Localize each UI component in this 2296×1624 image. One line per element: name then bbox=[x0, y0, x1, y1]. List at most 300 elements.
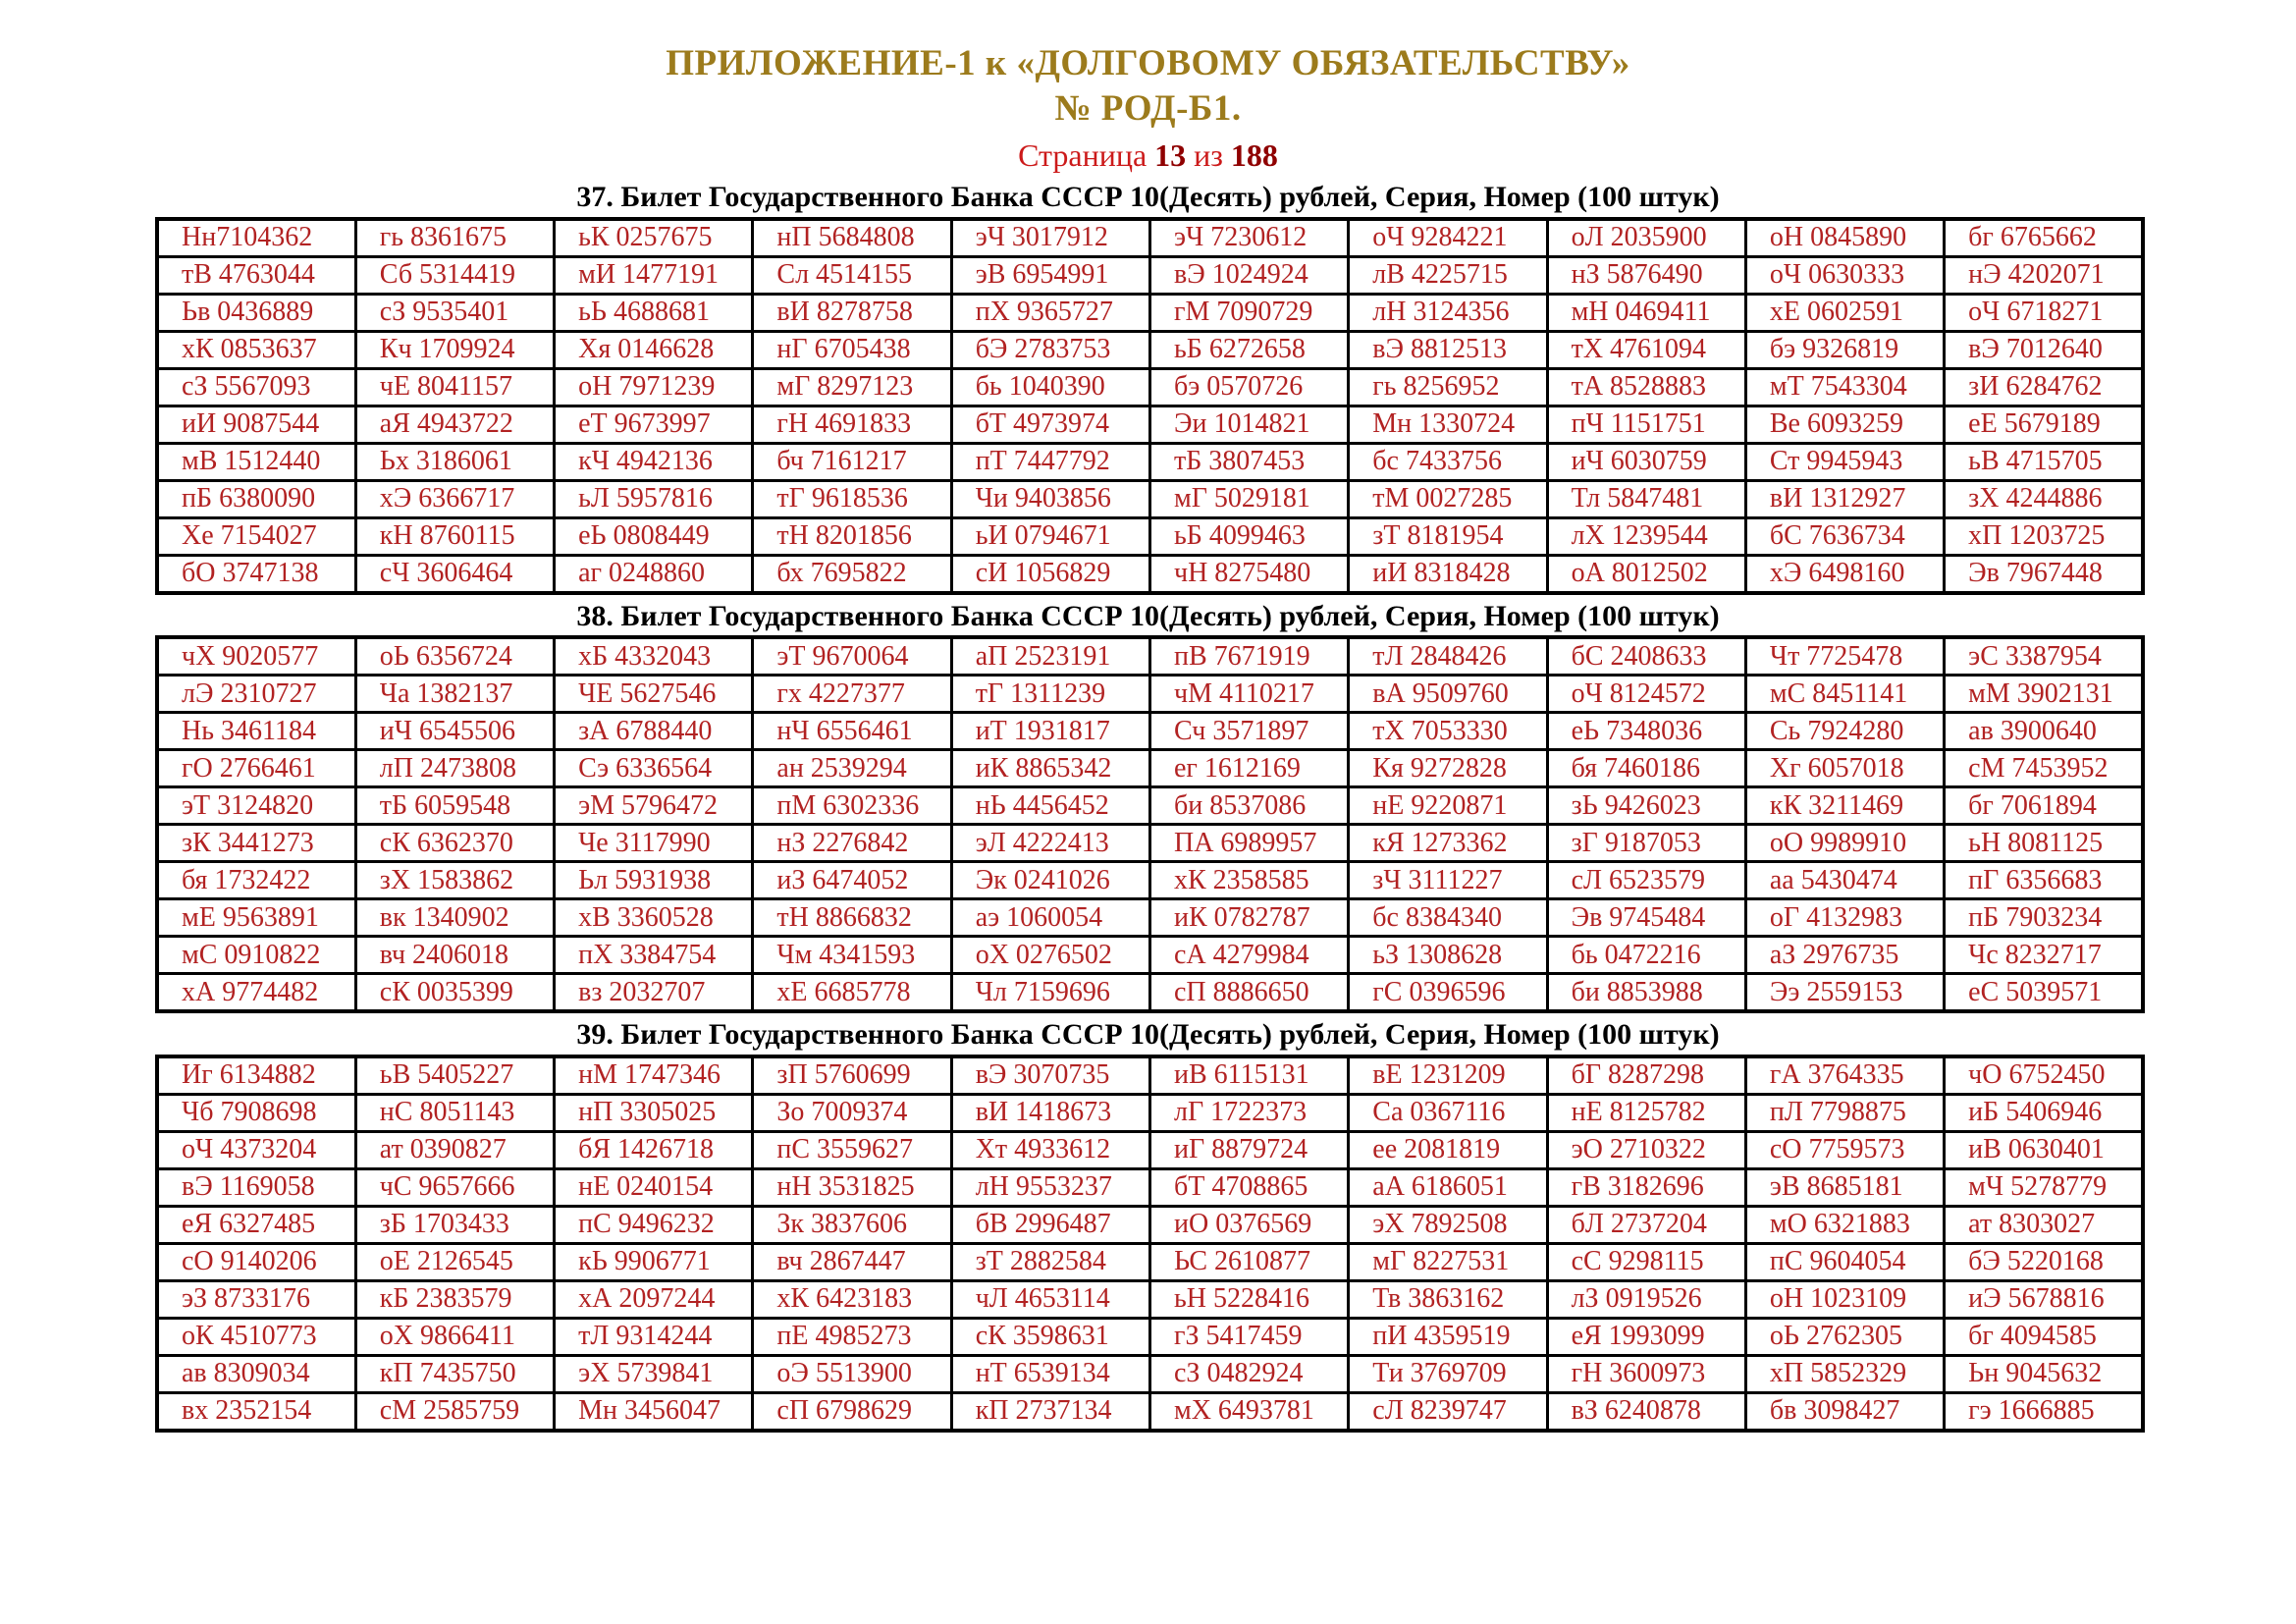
serial-cell: тЛ 9314244 bbox=[555, 1318, 753, 1355]
serial-cell: иЧ 6545506 bbox=[355, 713, 554, 750]
serial-cell: бг 7061894 bbox=[1945, 787, 2143, 825]
serial-cell: Хе 7154027 bbox=[157, 517, 355, 555]
serial-cell: лВ 4225715 bbox=[1349, 256, 1547, 294]
serial-cell: аа 5430474 bbox=[1745, 862, 1944, 899]
serial-cell: бя 7460186 bbox=[1547, 750, 1745, 787]
serial-cell: мЧ 5278779 bbox=[1945, 1168, 2143, 1206]
serial-cell: ат 8303027 bbox=[1945, 1206, 2143, 1243]
serial-cell: зХ 1583862 bbox=[355, 862, 554, 899]
serial-cell: ат 0390827 bbox=[355, 1131, 554, 1168]
serial-cell: сЛ 6523579 bbox=[1547, 862, 1745, 899]
serial-cell: хП 1203725 bbox=[1945, 517, 2143, 555]
serial-cell: сК 3598631 bbox=[951, 1318, 1149, 1355]
serial-cell: пХ 9365727 bbox=[951, 294, 1149, 331]
page-word: Страница bbox=[1018, 136, 1148, 173]
serial-cell: Кя 9272828 bbox=[1349, 750, 1547, 787]
serial-cell: бТ 4973974 bbox=[951, 406, 1149, 443]
serial-cell: бТ 4708865 bbox=[1149, 1168, 1348, 1206]
serial-cell: эО 2710322 bbox=[1547, 1131, 1745, 1168]
serial-cell: ьВ 5405227 bbox=[355, 1056, 554, 1095]
serial-cell: би 8537086 bbox=[1149, 787, 1348, 825]
serial-cell: ьЛ 5957816 bbox=[555, 480, 753, 517]
serials-table-2 bbox=[155, 635, 2145, 1013]
table-row bbox=[157, 637, 2143, 676]
serial-cell: вч 2406018 bbox=[355, 937, 554, 974]
serial-cell: эЧ 7230612 bbox=[1149, 219, 1348, 257]
table-row bbox=[157, 1131, 2143, 1168]
serial-cell: бг 4094585 bbox=[1945, 1318, 2143, 1355]
serial-cell: иВ 6115131 bbox=[1149, 1056, 1348, 1095]
serials-table-1 bbox=[155, 217, 2145, 595]
table-row bbox=[157, 1355, 2143, 1392]
serial-cell: Чт 7725478 bbox=[1745, 637, 1944, 676]
table-row bbox=[157, 331, 2143, 368]
serial-cell: нГ 6705438 bbox=[753, 331, 951, 368]
serial-cell: тХ 4761094 bbox=[1547, 331, 1745, 368]
serial-cell: Ьл 5931938 bbox=[555, 862, 753, 899]
serial-cell: нЬ 4456452 bbox=[951, 787, 1149, 825]
serial-cell: бГ 8287298 bbox=[1547, 1056, 1745, 1095]
serial-cell: Нн7104362 bbox=[157, 219, 355, 257]
serial-cell: еТ 9673997 bbox=[555, 406, 753, 443]
serial-cell: пС 9604054 bbox=[1745, 1243, 1944, 1280]
serial-cell: вЭ 8812513 bbox=[1349, 331, 1547, 368]
serial-cell: зБ 1703433 bbox=[355, 1206, 554, 1243]
serial-cell: чЕ 8041157 bbox=[355, 368, 554, 406]
serial-cell: гМ 7090729 bbox=[1149, 294, 1348, 331]
table-title-2: 38. Билет Государственного Банка СССР 10(Десять) рублей, Серия, Номер (100 штук) bbox=[576, 599, 1720, 632]
serial-cell: кН 8760115 bbox=[355, 517, 554, 555]
serial-cell: эС 3387954 bbox=[1945, 637, 2143, 676]
serial-cell: зТ 8181954 bbox=[1349, 517, 1547, 555]
serial-cell: сП 8886650 bbox=[1149, 974, 1348, 1012]
serial-cell: вЭ 7012640 bbox=[1945, 331, 2143, 368]
serial-cell: зЧ 3111227 bbox=[1349, 862, 1547, 899]
serial-cell: оЕ 2126545 bbox=[355, 1243, 554, 1280]
serial-cell: гэ 1666885 bbox=[1945, 1392, 2143, 1431]
serial-cell: еЬ 0808449 bbox=[555, 517, 753, 555]
serial-cell: вА 9509760 bbox=[1349, 676, 1547, 713]
table-row bbox=[157, 219, 2143, 257]
serial-cell: лЭ 2310727 bbox=[157, 676, 355, 713]
serial-cell: сО 9140206 bbox=[157, 1243, 355, 1280]
serial-cell: иЧ 6030759 bbox=[1547, 443, 1745, 480]
serial-cell: эЛ 4222413 bbox=[951, 825, 1149, 862]
serial-cell: эТ 9670064 bbox=[753, 637, 951, 676]
serial-cell: оН 1023109 bbox=[1745, 1280, 1944, 1318]
table-row bbox=[157, 787, 2143, 825]
serial-cell: иВ 0630401 bbox=[1945, 1131, 2143, 1168]
serial-cell: хП 5852329 bbox=[1745, 1355, 1944, 1392]
serial-cell: нЗ 5876490 bbox=[1547, 256, 1745, 294]
serial-cell: оЧ 8124572 bbox=[1547, 676, 1745, 713]
serial-cell: кБ 2383579 bbox=[355, 1280, 554, 1318]
serial-cell: вЭ 3070735 bbox=[951, 1056, 1149, 1095]
serial-cell: зК 3441273 bbox=[157, 825, 355, 862]
serial-cell: ав 3900640 bbox=[1945, 713, 2143, 750]
serial-cell: гН 3600973 bbox=[1547, 1355, 1745, 1392]
serial-cell: гь 8256952 bbox=[1349, 368, 1547, 406]
serial-cell: гС 0396596 bbox=[1349, 974, 1547, 1012]
serial-cell: тХ 7053330 bbox=[1349, 713, 1547, 750]
table-row bbox=[157, 406, 2143, 443]
table-row bbox=[157, 750, 2143, 787]
serial-cell: Са 0367116 bbox=[1349, 1094, 1547, 1131]
serial-cell: ьН 8081125 bbox=[1945, 825, 2143, 862]
serial-cell: ав 8309034 bbox=[157, 1355, 355, 1392]
serial-cell: Зо 7009374 bbox=[753, 1094, 951, 1131]
page-indicator bbox=[0, 135, 2296, 177]
serial-cell: тА 8528883 bbox=[1547, 368, 1745, 406]
serial-cell: оЬ 6356724 bbox=[355, 637, 554, 676]
serial-cell: гЗ 5417459 bbox=[1149, 1318, 1348, 1355]
table-row bbox=[157, 480, 2143, 517]
serial-cell: вЭ 1024924 bbox=[1149, 256, 1348, 294]
serial-cell: пМ 6302336 bbox=[753, 787, 951, 825]
serial-cell: пХ 3384754 bbox=[555, 937, 753, 974]
serial-cell: сЛ 8239747 bbox=[1349, 1392, 1547, 1431]
serial-cell: Ээ 2559153 bbox=[1745, 974, 1944, 1012]
serial-cell: Зк 3837606 bbox=[753, 1206, 951, 1243]
table-row bbox=[157, 676, 2143, 713]
serial-cell: чС 9657666 bbox=[355, 1168, 554, 1206]
serial-cell: оЛ 2035900 bbox=[1547, 219, 1745, 257]
serial-cell: кЧ 4942136 bbox=[555, 443, 753, 480]
serial-cell: мН 0469411 bbox=[1547, 294, 1745, 331]
serial-cell: чО 6752450 bbox=[1945, 1056, 2143, 1095]
serial-cell: мИ 1477191 bbox=[555, 256, 753, 294]
serial-cell: нЧ 6556461 bbox=[753, 713, 951, 750]
serial-cell: оЧ 4373204 bbox=[157, 1131, 355, 1168]
serial-cell: сЗ 5567093 bbox=[157, 368, 355, 406]
serial-cell: эВ 8685181 bbox=[1745, 1168, 1944, 1206]
serial-cell: еЕ 5679189 bbox=[1945, 406, 2143, 443]
serial-cell: мГ 8227531 bbox=[1349, 1243, 1547, 1280]
serial-cell: сК 0035399 bbox=[355, 974, 554, 1012]
serial-cell: Чи 9403856 bbox=[951, 480, 1149, 517]
page-number: 13 bbox=[1154, 136, 1187, 173]
serial-cell: эТ 3124820 bbox=[157, 787, 355, 825]
serial-cell: аЗ 2976735 bbox=[1745, 937, 1944, 974]
table-row bbox=[157, 1318, 2143, 1355]
serial-cell: кП 7435750 bbox=[355, 1355, 554, 1392]
table-row bbox=[157, 825, 2143, 862]
table-row bbox=[157, 1056, 2143, 1095]
serial-cell: тН 8201856 bbox=[753, 517, 951, 555]
serial-cell: Эв 9745484 bbox=[1547, 899, 1745, 937]
serial-cell: мМ 3902131 bbox=[1945, 676, 2143, 713]
serial-cell: сЗ 9535401 bbox=[355, 294, 554, 331]
serial-cell: чХ 9020577 bbox=[157, 637, 355, 676]
table-row bbox=[157, 1168, 2143, 1206]
serial-cell: Чм 4341593 bbox=[753, 937, 951, 974]
serial-cell: Сб 5314419 bbox=[355, 256, 554, 294]
appendix-heading: ПРИЛОЖЕНИЕ-1 к «ДОЛГОВОМУ ОБЯЗАТЕЛЬСТВУ» bbox=[666, 43, 1630, 83]
table-row bbox=[157, 1280, 2143, 1318]
serial-cell: оЭ 5513900 bbox=[753, 1355, 951, 1392]
serial-cell: лН 3124356 bbox=[1349, 294, 1547, 331]
serial-cell: мГ 8297123 bbox=[753, 368, 951, 406]
serial-cell: вз 2032707 bbox=[555, 974, 753, 1012]
serial-cell: кЯ 1273362 bbox=[1349, 825, 1547, 862]
serial-cell: бх 7695822 bbox=[753, 555, 951, 593]
serial-cell: нС 8051143 bbox=[355, 1094, 554, 1131]
serial-cell: иБ 5406946 bbox=[1945, 1094, 2143, 1131]
serial-cell: аЯ 4943722 bbox=[355, 406, 554, 443]
serial-cell: эЗ 8733176 bbox=[157, 1280, 355, 1318]
serial-cell: тБ 6059548 bbox=[355, 787, 554, 825]
serial-cell: Тв 3863162 bbox=[1349, 1280, 1547, 1318]
serial-cell: Мн 3456047 bbox=[555, 1392, 753, 1431]
serial-cell: Ьн 9045632 bbox=[1945, 1355, 2143, 1392]
serial-cell: эХ 5739841 bbox=[555, 1355, 753, 1392]
serial-cell: эЧ 3017912 bbox=[951, 219, 1149, 257]
serial-cell: вЭ 1169058 bbox=[157, 1168, 355, 1206]
serial-cell: ЬС 2610877 bbox=[1149, 1243, 1348, 1280]
serial-cell: чН 8275480 bbox=[1149, 555, 1348, 593]
serial-cell: Ча 1382137 bbox=[355, 676, 554, 713]
serial-cell: пТ 7447792 bbox=[951, 443, 1149, 480]
serial-cell: Иг 6134882 bbox=[157, 1056, 355, 1095]
page-total: 188 bbox=[1230, 136, 1278, 173]
serial-cell: тГ 1311239 bbox=[951, 676, 1149, 713]
serial-cell: бЭ 5220168 bbox=[1945, 1243, 2143, 1280]
serial-cell: Хт 4933612 bbox=[951, 1131, 1149, 1168]
serial-cell: вх 2352154 bbox=[157, 1392, 355, 1431]
serial-cell: бч 7161217 bbox=[753, 443, 951, 480]
serial-cell: пС 9496232 bbox=[555, 1206, 753, 1243]
serial-cell: лХ 1239544 bbox=[1547, 517, 1745, 555]
serial-cell: еС 5039571 bbox=[1945, 974, 2143, 1012]
serial-cell: ее 2081819 bbox=[1349, 1131, 1547, 1168]
serial-cell: зТ 2882584 bbox=[951, 1243, 1149, 1280]
table-row bbox=[157, 555, 2143, 593]
serial-cell: ег 1612169 bbox=[1149, 750, 1348, 787]
serial-cell: бЛ 2737204 bbox=[1547, 1206, 1745, 1243]
serial-cell: би 8853988 bbox=[1547, 974, 1745, 1012]
serial-cell: бЭ 2783753 bbox=[951, 331, 1149, 368]
serial-cell: оО 9989910 bbox=[1745, 825, 1944, 862]
serial-cell: бэ 0570726 bbox=[1149, 368, 1348, 406]
serial-cell: ьВ 4715705 bbox=[1945, 443, 2143, 480]
serial-cell: Эк 0241026 bbox=[951, 862, 1149, 899]
serial-cell: ПА 6989957 bbox=[1149, 825, 1348, 862]
serial-cell: лП 2473808 bbox=[355, 750, 554, 787]
serial-cell: эХ 7892508 bbox=[1349, 1206, 1547, 1243]
serial-cell: гО 2766461 bbox=[157, 750, 355, 787]
serial-cell: мВ 1512440 bbox=[157, 443, 355, 480]
serial-cell: ьЗ 1308628 bbox=[1349, 937, 1547, 974]
serial-cell: бь 1040390 bbox=[951, 368, 1149, 406]
serial-cell: оХ 0276502 bbox=[951, 937, 1149, 974]
serial-cell: вч 2867447 bbox=[753, 1243, 951, 1280]
serial-cell: сП 6798629 bbox=[753, 1392, 951, 1431]
serial-cell: хА 9774482 bbox=[157, 974, 355, 1012]
serial-cell: эВ 6954991 bbox=[951, 256, 1149, 294]
serial-cell: пС 3559627 bbox=[753, 1131, 951, 1168]
serial-cell: зП 5760699 bbox=[753, 1056, 951, 1095]
serial-cell: аг 0248860 bbox=[555, 555, 753, 593]
table-row bbox=[157, 713, 2143, 750]
serial-cell: ЧЕ 5627546 bbox=[555, 676, 753, 713]
serial-cell: сК 6362370 bbox=[355, 825, 554, 862]
table-row bbox=[157, 937, 2143, 974]
table-row bbox=[157, 862, 2143, 899]
serial-cell: тМ 0027285 bbox=[1349, 480, 1547, 517]
serial-cell: Чл 7159696 bbox=[951, 974, 1149, 1012]
serial-cell: сМ 2585759 bbox=[355, 1392, 554, 1431]
doc-number-heading: № РОД-Б1. bbox=[1054, 87, 1242, 129]
serial-cell: Ти 3769709 bbox=[1349, 1355, 1547, 1392]
serial-cell: кК 3211469 bbox=[1745, 787, 1944, 825]
serial-cell: хЕ 0602591 bbox=[1745, 294, 1944, 331]
table-row bbox=[157, 443, 2143, 480]
serial-cell: бэ 9326819 bbox=[1745, 331, 1944, 368]
serial-cell: кЬ 9906771 bbox=[555, 1243, 753, 1280]
serial-cell: мО 6321883 bbox=[1745, 1206, 1944, 1243]
serial-cell: Эв 7967448 bbox=[1945, 555, 2143, 593]
serial-cell: ьЬ 4688681 bbox=[555, 294, 753, 331]
serial-cell: бЯ 1426718 bbox=[555, 1131, 753, 1168]
serial-cell: иЗ 6474052 bbox=[753, 862, 951, 899]
serial-cell: пГ 6356683 bbox=[1945, 862, 2143, 899]
serial-cell: лН 9553237 bbox=[951, 1168, 1149, 1206]
serial-cell: хК 6423183 bbox=[753, 1280, 951, 1318]
serial-cell: тБ 3807453 bbox=[1149, 443, 1348, 480]
tables-root bbox=[0, 179, 2296, 1433]
serial-cell: бС 7636734 bbox=[1745, 517, 1944, 555]
serial-cell: ьБ 6272658 bbox=[1149, 331, 1348, 368]
serial-cell: хЕ 6685778 bbox=[753, 974, 951, 1012]
serial-cell: зХ 4244886 bbox=[1945, 480, 2143, 517]
serial-cell: лЗ 0919526 bbox=[1547, 1280, 1745, 1318]
serial-cell: мХ 6493781 bbox=[1149, 1392, 1348, 1431]
serial-cell: хЭ 6366717 bbox=[355, 480, 554, 517]
serial-cell: еЯ 6327485 bbox=[157, 1206, 355, 1243]
serial-cell: пЕ 4985273 bbox=[753, 1318, 951, 1355]
serial-cell: мС 8451141 bbox=[1745, 676, 1944, 713]
serial-cell: Сь 7924280 bbox=[1745, 713, 1944, 750]
serial-cell: иГ 8879724 bbox=[1149, 1131, 1348, 1168]
table-row bbox=[157, 899, 2143, 937]
serial-cell: бС 2408633 bbox=[1547, 637, 1745, 676]
serial-cell: Ст 9945943 bbox=[1745, 443, 1944, 480]
serial-cell: ьИ 0794671 bbox=[951, 517, 1149, 555]
serial-cell: мГ 5029181 bbox=[1149, 480, 1348, 517]
serial-cell: хА 2097244 bbox=[555, 1280, 753, 1318]
serial-cell: Хя 0146628 bbox=[555, 331, 753, 368]
serial-cell: хК 0853637 bbox=[157, 331, 355, 368]
serial-cell: тГ 9618536 bbox=[753, 480, 951, 517]
table-row bbox=[157, 517, 2143, 555]
serial-cell: пБ 7903234 bbox=[1945, 899, 2143, 937]
serial-cell: пБ 6380090 bbox=[157, 480, 355, 517]
serial-cell: иИ 9087544 bbox=[157, 406, 355, 443]
serial-cell: лГ 1722373 bbox=[1149, 1094, 1348, 1131]
serial-cell: бг 6765662 bbox=[1945, 219, 2143, 257]
serial-cell: оГ 4132983 bbox=[1745, 899, 1944, 937]
serial-cell: аП 2523191 bbox=[951, 637, 1149, 676]
serial-cell: нТ 6539134 bbox=[951, 1355, 1149, 1392]
serial-cell: оА 8012502 bbox=[1547, 555, 1745, 593]
serial-cell: зГ 9187053 bbox=[1547, 825, 1745, 862]
serial-cell: оХ 9866411 bbox=[355, 1318, 554, 1355]
serial-cell: бв 3098427 bbox=[1745, 1392, 1944, 1431]
serial-cell: бь 0472216 bbox=[1547, 937, 1745, 974]
serial-cell: Сэ 6336564 bbox=[555, 750, 753, 787]
serial-cell: иИ 8318428 bbox=[1349, 555, 1547, 593]
serial-cell: Ьх 3186061 bbox=[355, 443, 554, 480]
serial-cell: Ве 6093259 bbox=[1745, 406, 1944, 443]
serial-cell: Сч 3571897 bbox=[1149, 713, 1348, 750]
serial-cell: мТ 7543304 bbox=[1745, 368, 1944, 406]
serial-cell: тН 8866832 bbox=[753, 899, 951, 937]
serial-cell: зЬ 9426023 bbox=[1547, 787, 1745, 825]
serial-cell: Ьв 0436889 bbox=[157, 294, 355, 331]
serial-cell: гь 8361675 bbox=[355, 219, 554, 257]
serial-cell: ьН 5228416 bbox=[1149, 1280, 1348, 1318]
serial-cell: пЧ 1151751 bbox=[1547, 406, 1745, 443]
serial-cell: сМ 7453952 bbox=[1945, 750, 2143, 787]
serial-cell: нП 5684808 bbox=[753, 219, 951, 257]
serial-cell: иЭ 5678816 bbox=[1945, 1280, 2143, 1318]
serial-cell: зА 6788440 bbox=[555, 713, 753, 750]
serial-cell: пЛ 7798875 bbox=[1745, 1094, 1944, 1131]
serial-cell: нЕ 8125782 bbox=[1547, 1094, 1745, 1131]
serial-cell: сС 9298115 bbox=[1547, 1243, 1745, 1280]
serial-cell: сЧ 3606464 bbox=[355, 555, 554, 593]
serial-cell: пИ 4359519 bbox=[1349, 1318, 1547, 1355]
serial-cell: еЬ 7348036 bbox=[1547, 713, 1745, 750]
serial-cell: Хг 6057018 bbox=[1745, 750, 1944, 787]
serial-cell: Эи 1014821 bbox=[1149, 406, 1348, 443]
table-title-3: 39. Билет Государственного Банка СССР 10(Десять) рублей, Серия, Номер (100 штук) bbox=[576, 1018, 1720, 1052]
serial-cell: ьБ 4099463 bbox=[1149, 517, 1348, 555]
serial-cell: нЕ 0240154 bbox=[555, 1168, 753, 1206]
serial-cell: иК 8865342 bbox=[951, 750, 1149, 787]
serial-cell: сО 7759573 bbox=[1745, 1131, 1944, 1168]
serial-cell: нЗ 2276842 bbox=[753, 825, 951, 862]
table-row bbox=[157, 1392, 2143, 1431]
serial-cell: еЯ 1993099 bbox=[1547, 1318, 1745, 1355]
serial-cell: сА 4279984 bbox=[1149, 937, 1348, 974]
table-row bbox=[157, 1206, 2143, 1243]
serial-cell: бВ 2996487 bbox=[951, 1206, 1149, 1243]
serial-cell: вИ 1312927 bbox=[1745, 480, 1944, 517]
serial-cell: бя 1732422 bbox=[157, 862, 355, 899]
serial-cell: нН 3531825 bbox=[753, 1168, 951, 1206]
serial-cell: хЭ 6498160 bbox=[1745, 555, 1944, 593]
serial-cell: вЗ 6240878 bbox=[1547, 1392, 1745, 1431]
serial-cell: оЬ 2762305 bbox=[1745, 1318, 1944, 1355]
serial-cell: Чс 8232717 bbox=[1945, 937, 2143, 974]
serial-cell: иТ 1931817 bbox=[951, 713, 1149, 750]
table-row bbox=[157, 1243, 2143, 1280]
serial-cell: хВ 3360528 bbox=[555, 899, 753, 937]
serial-cell: сЗ 0482924 bbox=[1149, 1355, 1348, 1392]
serial-cell: мЕ 9563891 bbox=[157, 899, 355, 937]
serial-cell: оК 4510773 bbox=[157, 1318, 355, 1355]
serial-cell: гх 4227377 bbox=[753, 676, 951, 713]
serial-cell: оЧ 6718271 bbox=[1945, 294, 2143, 331]
serial-cell: Кч 1709924 bbox=[355, 331, 554, 368]
serial-cell: хК 2358585 bbox=[1149, 862, 1348, 899]
serial-cell: кП 2737134 bbox=[951, 1392, 1149, 1431]
serial-cell: Сл 4514155 bbox=[753, 256, 951, 294]
serial-cell: оН 7971239 bbox=[555, 368, 753, 406]
serial-cell: иК 0782787 bbox=[1149, 899, 1348, 937]
serial-cell: пВ 7671919 bbox=[1149, 637, 1348, 676]
